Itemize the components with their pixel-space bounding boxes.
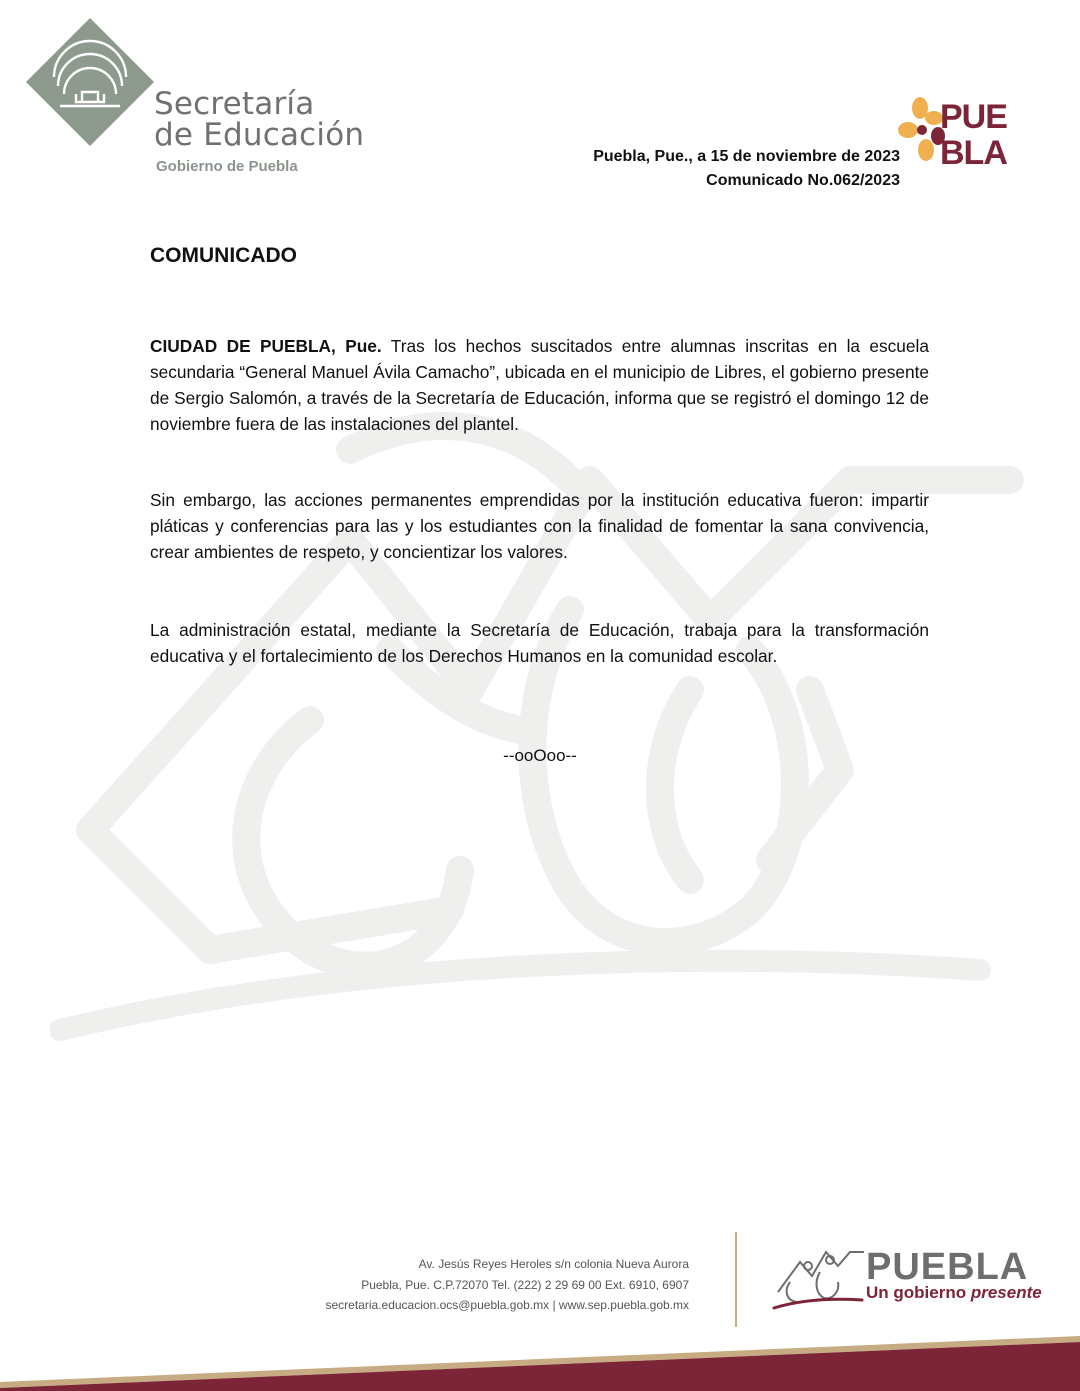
bottom-decorative-band [0,1320,1080,1391]
slogan-emphasis: presente [970,1283,1042,1302]
footer-address [326,1254,690,1316]
paragraph-1 [150,333,929,437]
address-line-2: Puebla, Pue. C.P.72070 Tel. (222) 2 29 69 00 Ext. 6910, 6907 [361,1277,689,1292]
document-date: Puebla, Pue., a 15 de noviembre de 2023 [593,148,900,165]
puebla-flower-logo-icon [898,96,1022,168]
secretaria-emblem-icon [24,16,156,148]
address-line-3: secretaria.educacion.ocs@puebla.gob.mx | www.sep.puebla.gob.mx [325,1298,689,1312]
puebla-logo-top: PUE [940,98,1007,136]
paragraph-1-lead: CIUDAD DE PUEBLA, Pue. [150,336,382,356]
footer-brand: PUEBLA [866,1246,1029,1288]
puebla-riders-emblem-icon [770,1242,870,1312]
slogan-prefix: Un gobierno [866,1283,971,1302]
gobierno-label: Gobierno de Puebla [156,158,298,175]
paragraph-3: La administración estatal, mediante la Secretaría de Educación, trabaja para la transformación educativa y el fortalecimiento de los Derechos Humanos en la comunidad escolar. [150,620,929,666]
paragraph-1-text: Tras los hechos suscitados entre alumnas inscritas en la escuela secundaria “General Manuel Ávila Camacho”, ubicada en el municipio de Libres, el gobierno presente de Sergio Salomón, a través de la Secretaría de Educación, informa que se registró el domingo 12 de noviembre fuera de las instalaciones del plantel. [150,336,929,434]
puebla-logo-bottom: BLA [940,134,1007,168]
closing-mark: --ooOoo-- [503,746,577,765]
secretaria-title-line2: de Educación [154,117,365,153]
address-line-1: Av. Jesús Reyes Heroles s/n colonia Nueva Aurora [418,1257,689,1271]
footer-slogan [866,1283,1042,1303]
paragraph-2: Sin embargo, las acciones permanentes emprendidas por la institución educativa fueron: impartir pláticas y conferencias para las y los estudiantes con la finalidad de fomentar la sana convivencia, crear ambientes de respeto, y concientizar los valores. [150,490,929,562]
comunicado-number: Comunicado No.062/2023 [706,172,900,189]
secretaria-title-line1: Secretaría [154,86,315,122]
footer-divider [735,1232,737,1327]
document-heading: COMUNICADO [150,244,297,267]
